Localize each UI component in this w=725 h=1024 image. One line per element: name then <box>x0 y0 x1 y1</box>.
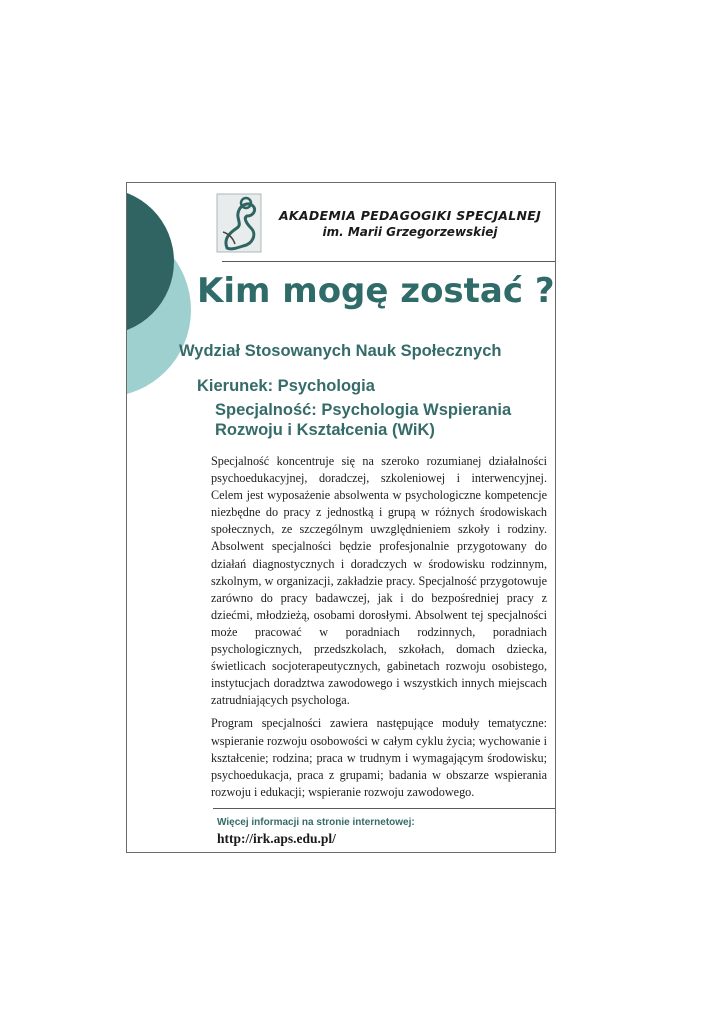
description-paragraph: Program specjalności zawiera następujące moduły tematyczne: wspieranie rozwoju osobowości w całym cyklu życia; wychowanie i kształcenie; rodzina; praca w trudnym i wymagającym środowisku; psychoedukacja, praca z grupami; badania w obszarze wspierania rozwoju i edukacji; wspieranie rozwoju zawodowego. <box>211 716 547 799</box>
more-info-label: Więcej informacji na stronie internetowej: <box>217 817 415 828</box>
website-link[interactable]: http://irk.aps.edu.pl/ <box>217 831 336 846</box>
specialization-heading: Specjalność: Psychologia Wspierania Rozwoju i Kształcenia (WiK) <box>215 401 512 439</box>
description <box>211 453 547 807</box>
page-title: Kim mogę zostać ? <box>197 271 555 311</box>
logo-line-2: im. Marii Grzegorzewskiej <box>322 225 498 239</box>
logo-text <box>265 208 555 239</box>
academy-logo <box>213 188 553 260</box>
major-heading: Kierunek: Psychologia <box>197 377 375 395</box>
leaflet-card <box>126 182 556 853</box>
bottom-divider <box>213 808 556 809</box>
faculty-heading: Wydział Stosowanych Nauk Społecznych <box>179 342 502 360</box>
logo-line-1: AKADEMIA PEDAGOGIKI SPECJALNEJ <box>278 208 542 223</box>
aps-emblem-icon <box>213 188 267 258</box>
description-paragraph: Specjalność koncentruje się na szeroko rozumianej działalności psychoedukacyjnej, doradczej, szkoleniowej i interwencyjnej. Celem jest wyposażenie absolwenta w psychologiczne kompetencje niezbędne do pracy z jednostką i grupą w różnych środowiskach społecznych, ze szczególnym uwzględnieniem szkoły i rodziny. Absolwent specjalności będzie profesjonalnie przygotowany do działań diagnostycznych i doradczych w środowisku rodzinnym, szkolnym, w organizacji, zakładzie pracy. Specjalność przygotowuje zarówno do pracy badawczej, jak i do bezpośredniej pracy z dziećmi, młodzieżą, osobami dorosłymi. Absolwent tej specjalności może pracować w poradniach rodzinnych, poradniach psychologicznych, przedszkolach, szkołach, domach dziecka, świetlicach socjoterapeutycznych, gabinetach rozwoju osobistego, instytucjach doradztwa zawodowego i wszystkich innych miejscach zatrudniających psychologa. <box>211 454 547 708</box>
top-divider <box>222 261 555 262</box>
